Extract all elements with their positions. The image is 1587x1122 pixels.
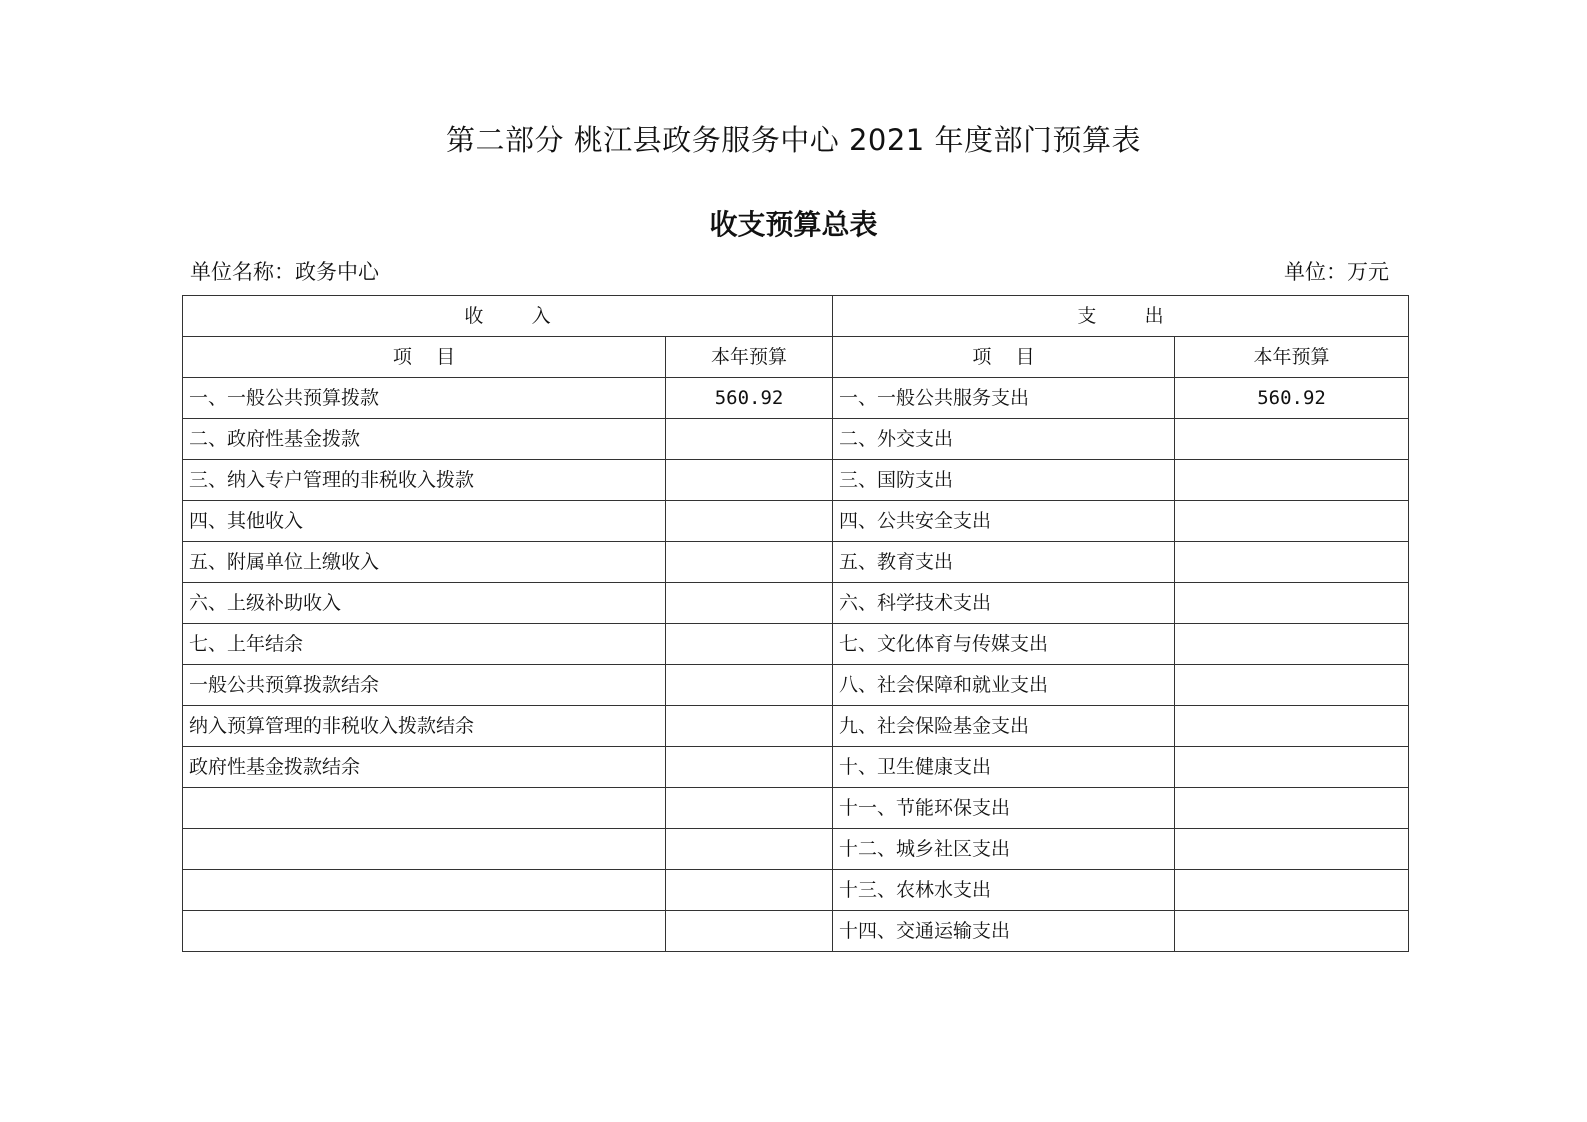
table-row [183, 460, 1409, 501]
expense-item-cell: 二、外交支出 [833, 419, 1175, 460]
table-row [183, 788, 1409, 829]
expense-value-cell [1175, 788, 1409, 829]
column-header-row [183, 337, 1409, 378]
expense-value-cell [1175, 665, 1409, 706]
income-value-cell [666, 460, 833, 501]
expense-item-header [833, 337, 1175, 378]
income-value-cell [666, 747, 833, 788]
table-row [183, 870, 1409, 911]
expense-item-cell: 三、国防支出 [833, 460, 1175, 501]
income-item-cell: 三、纳入专户管理的非税收入拨款 [183, 460, 666, 501]
income-value-cell [666, 624, 833, 665]
expense-item-cell: 十四、交通运输支出 [833, 911, 1175, 952]
table-row [183, 624, 1409, 665]
income-section-label: 收 入 [464, 305, 551, 327]
expense-item-cell: 四、公共安全支出 [833, 501, 1175, 542]
table-title: 收支预算总表 [709, 208, 878, 241]
expense-item-cell: 七、文化体育与传媒支出 [833, 624, 1175, 665]
expense-value-cell [1175, 870, 1409, 911]
income-value-cell [666, 870, 833, 911]
income-item-cell [183, 788, 666, 829]
expense-section-label: 支 出 [1077, 305, 1164, 327]
table-body [183, 296, 1409, 952]
income-value-cell [666, 501, 833, 542]
income-item-cell [183, 911, 666, 952]
expense-value-cell [1175, 460, 1409, 501]
unit-label: 单位：万元 [1284, 260, 1389, 284]
table-row [183, 706, 1409, 747]
table-row [183, 501, 1409, 542]
expense-value-cell [1175, 583, 1409, 624]
expense-item-cell: 五、教育支出 [833, 542, 1175, 583]
income-value-cell [666, 542, 833, 583]
income-item-header-label: 项 目 [392, 346, 456, 368]
income-item-cell: 一般公共预算拨款结余 [183, 665, 666, 706]
income-value-cell: 560.92 [666, 378, 833, 419]
expense-item-cell: 六、科学技术支出 [833, 583, 1175, 624]
income-value-cell [666, 583, 833, 624]
expense-item-cell: 八、社会保障和就业支出 [833, 665, 1175, 706]
expense-value-cell [1175, 829, 1409, 870]
income-item-cell: 纳入预算管理的非税收入拨款结余 [183, 706, 666, 747]
expense-section-header [833, 296, 1409, 337]
income-item-header [183, 337, 666, 378]
income-item-cell: 四、其他收入 [183, 501, 666, 542]
income-value-cell [666, 829, 833, 870]
income-value-cell [666, 419, 833, 460]
expense-item-cell: 十三、农林水支出 [833, 870, 1175, 911]
table-row [183, 665, 1409, 706]
income-item-cell: 五、附属单位上缴收入 [183, 542, 666, 583]
budget-summary-table [182, 295, 1409, 952]
expense-item-cell: 一、一般公共服务支出 [833, 378, 1175, 419]
expense-item-cell: 十、卫生健康支出 [833, 747, 1175, 788]
table-row [183, 911, 1409, 952]
table-row [183, 747, 1409, 788]
expense-item-cell: 九、社会保险基金支出 [833, 706, 1175, 747]
table-row [183, 378, 1409, 419]
expense-value-cell: 560.92 [1175, 378, 1409, 419]
expense-item-cell: 十一、节能环保支出 [833, 788, 1175, 829]
income-item-cell [183, 829, 666, 870]
expense-item-header-label: 项 目 [972, 346, 1035, 368]
income-item-cell: 一、一般公共预算拨款 [183, 378, 666, 419]
income-item-cell: 七、上年结余 [183, 624, 666, 665]
income-item-cell [183, 870, 666, 911]
expense-value-cell [1175, 419, 1409, 460]
expense-value-cell [1175, 501, 1409, 542]
expense-budget-header: 本年预算 [1175, 337, 1409, 378]
income-value-cell [666, 665, 833, 706]
unit-name-label: 单位名称：政务中心 [190, 260, 379, 284]
expense-item-cell: 十二、城乡社区支出 [833, 829, 1175, 870]
document-title: 第二部分 桃江县政务服务中心 2021 年度部门预算表 [446, 123, 1141, 157]
expense-value-cell [1175, 747, 1409, 788]
income-value-cell [666, 911, 833, 952]
section-header-row [183, 296, 1409, 337]
table-row [183, 419, 1409, 460]
income-value-cell [666, 706, 833, 747]
income-value-cell [666, 788, 833, 829]
expense-value-cell [1175, 542, 1409, 583]
table-row [183, 542, 1409, 583]
income-budget-header: 本年预算 [666, 337, 833, 378]
expense-value-cell [1175, 624, 1409, 665]
income-section-header [183, 296, 833, 337]
expense-value-cell [1175, 706, 1409, 747]
expense-value-cell [1175, 911, 1409, 952]
table-row [183, 583, 1409, 624]
table-row [183, 829, 1409, 870]
income-item-cell: 六、上级补助收入 [183, 583, 666, 624]
income-item-cell: 二、政府性基金拨款 [183, 419, 666, 460]
income-item-cell: 政府性基金拨款结余 [183, 747, 666, 788]
